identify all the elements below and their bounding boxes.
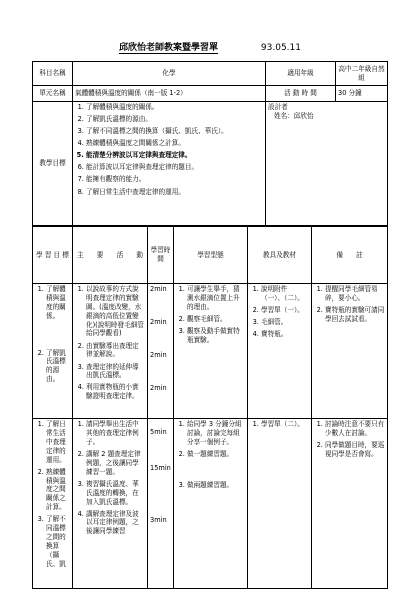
document-title	[0, 40, 420, 53]
subject-value: 化學	[73, 62, 266, 86]
form-item: 1. 可讓學生舉手，猜測水銀滴位置上升的理由。	[187, 285, 245, 312]
objective-item: 4. 熟練體積與溫度之間關係之計算。	[86, 139, 263, 148]
form-item: 1. 給同學 3 分鐘分組討論，討論完每組分享一個例子。	[187, 420, 245, 447]
notes-cell	[312, 284, 388, 419]
objective-item: 6. 能計算波以耳定律與查理定律的題目。	[86, 163, 263, 172]
form-item: 2. 做一題練習題。	[187, 450, 245, 459]
activities-cell	[73, 419, 148, 589]
form-item: 3. 做兩題練習題。	[187, 481, 245, 490]
form-item: 2. 觀察毛細管。	[187, 315, 245, 324]
designer-cell	[266, 102, 388, 226]
materials-cell	[248, 419, 312, 589]
form-item: 3. 觀察及動手做實特瓶實驗。	[187, 327, 245, 345]
activity-item: 3. 查理定律的延伸導出凱氏溫標。	[86, 363, 145, 381]
goals-cell	[33, 284, 73, 419]
objective-item: 5. 能清楚分辨波以耳定律與查理定律。	[86, 151, 263, 160]
activities-cell	[73, 284, 148, 419]
header-materials: 教具及教材	[248, 227, 312, 284]
activity-item: 1. 請同學舉出生活中其他的查理定律例子。	[86, 420, 145, 447]
material-item: 3. 毛細管。	[261, 318, 309, 327]
activity-table	[32, 226, 388, 589]
objective-item: 8. 了解日常生活中查理定律的運用。	[86, 188, 263, 197]
goal-item: 1. 了解日常生活中查理定律的運用。	[46, 420, 70, 464]
goal-item: 2. 了解凱氏溫標的源由。	[46, 349, 70, 385]
designer-label: 設計者	[268, 103, 288, 111]
header-time: 學習時間	[148, 227, 174, 284]
time-item: 5min	[150, 428, 167, 436]
times-cell	[148, 284, 174, 419]
activity-item: 1. 以說故事的方式說明查理定律的實驗圖。(溫度改變，水銀滴的高低位置變化)(說明時發毛細管給同學觀看)	[86, 285, 145, 338]
grade-label: 適用年級	[266, 62, 336, 86]
objective-item: 3. 了解不同溫標之間的換算（攝氏、凱氏、華氏）。	[86, 127, 263, 136]
materials-cell	[248, 284, 312, 419]
subject-label: 科目名稱	[33, 62, 73, 86]
grade-value: 高中二年級自然組	[336, 62, 388, 86]
unit-label: 單元名稱	[33, 86, 73, 102]
objective-item: 1. 了解體積與溫度的關係。	[86, 103, 263, 112]
goal-item: 1. 了解體積與溫度的關係。	[46, 285, 70, 321]
teacher-title: 邱欣怡老師教案暨學習單	[119, 43, 219, 53]
time-item: 2min	[150, 384, 167, 392]
objective-item: 2. 了解凱氏溫標的源由。	[86, 115, 263, 124]
time-item: 3min	[150, 516, 167, 524]
objective-item: 7. 能擁有觀察的能力。	[86, 175, 263, 184]
activity-item: 4. 利用實物瓶的小實驗證明查理定律。	[86, 383, 145, 401]
header-activity: 主 要 活 動	[73, 227, 148, 284]
unit-value: 氣體體積與溫度的關係（南一版 1-2）	[73, 86, 266, 102]
table-row	[33, 284, 388, 419]
time-item: 2min	[150, 285, 167, 293]
material-item: 2. 學習單（一）。	[261, 306, 309, 315]
forms-cell	[174, 419, 248, 589]
designer-name: 姓名：邱欣怡	[274, 111, 314, 120]
objectives-label: 教學目標	[33, 102, 73, 226]
document-date: 93.05.11	[260, 43, 301, 53]
objectives-cell	[73, 102, 266, 226]
material-item: 4. 寶特瓶。	[261, 330, 309, 339]
time-item: 15min	[150, 464, 171, 472]
time-value: 30 分鐘	[336, 86, 388, 102]
lesson-info-table	[32, 61, 388, 226]
note-item: 2. 同學做題目時，要巡視同學是否會寫。	[325, 441, 385, 459]
time-item: 2min	[150, 318, 167, 326]
time-item: 2min	[150, 351, 167, 359]
header-form: 學習型態	[174, 227, 248, 284]
note-item: 2. 寶特瓶的實驗可請同學回去試試看。	[325, 306, 385, 324]
forms-cell	[174, 284, 248, 419]
objectives-list	[75, 103, 263, 196]
goal-item: 3. 了解不同溫標之間的換算（攝氏、凱	[46, 515, 70, 568]
activity-item: 3. 複習攝氏溫度、華氏溫度的轉換，在加入凱氏溫標。	[86, 480, 145, 507]
material-item: 1. 學習單（二）。	[261, 420, 309, 429]
times-cell	[148, 419, 174, 589]
note-item: 1. 提醒同學毛細管易碎，要小心。	[325, 285, 385, 303]
table-row	[33, 419, 388, 589]
activity-item: 2. 講解 2 題查理定律例題，之後讓同學練習一題。	[86, 450, 145, 477]
goal-item: 2. 熟練體積與溫度之間關係之計算。	[46, 468, 70, 512]
activity-item: 4. 講解查理定律及波以耳定律例題，之後讓同學練習	[86, 510, 145, 537]
header-notes: 備 註	[312, 227, 388, 284]
notes-cell	[312, 419, 388, 589]
note-item: 1. 討論時注意不要只有少數人在討論。	[325, 420, 385, 438]
activity-item: 2. 由實驗導出查理定律並解說。	[86, 342, 145, 360]
header-goal: 學 習 目 標	[33, 227, 73, 284]
goals-cell	[33, 419, 73, 589]
time-label: 活 動 時 間	[266, 86, 336, 102]
material-item: 1. 說明附件（一）、（二）。	[261, 285, 309, 303]
